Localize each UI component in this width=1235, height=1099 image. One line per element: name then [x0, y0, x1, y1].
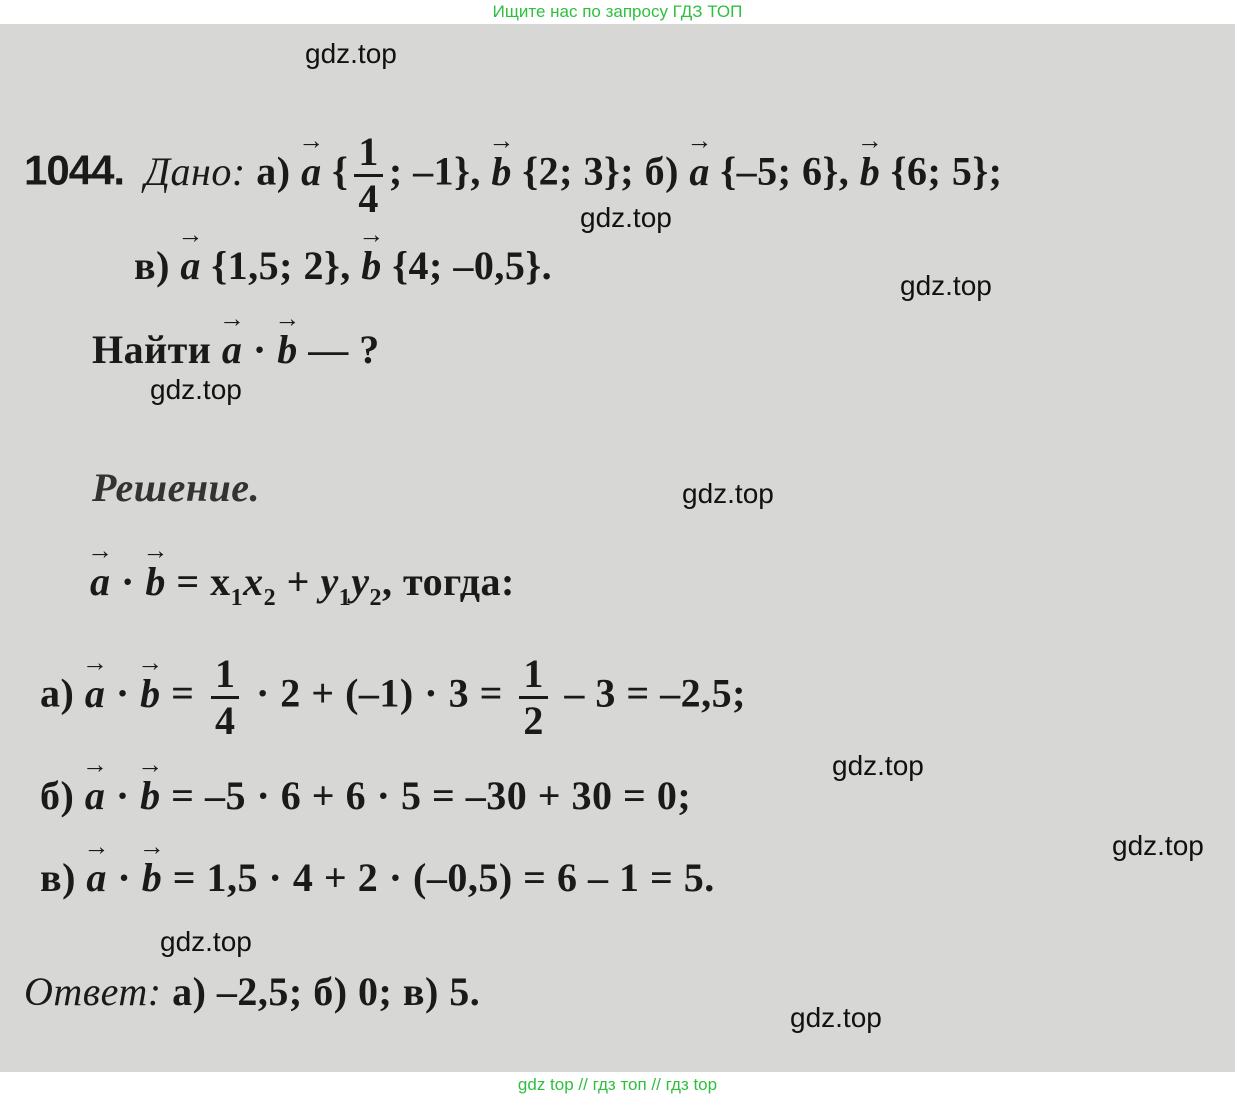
dot-operator: ·	[117, 855, 132, 900]
watermark: gdz.top	[1112, 830, 1204, 861]
find-line	[92, 326, 380, 373]
solution-a-mid: · 2 + (–1) · 3 =	[255, 670, 503, 716]
vector-b: → b	[860, 148, 881, 195]
vector-a: → a	[85, 772, 106, 819]
watermark: gdz.top	[900, 270, 992, 301]
case-b-label: б)	[644, 148, 679, 194]
case-b-vec-a: {–5; 6},	[720, 148, 850, 194]
fraction-one-quarter	[211, 652, 240, 743]
fraction-numerator: 1	[211, 652, 240, 699]
watermark: gdz.top	[790, 1002, 882, 1033]
case-c-vec-b: {4; –0,5}.	[392, 243, 553, 288]
formula-rhs: = x	[176, 559, 231, 604]
subscript: 1	[338, 585, 352, 611]
case-c-vec-a: {1,5; 2},	[211, 243, 351, 288]
var-x: x	[243, 559, 264, 604]
subscript: 1	[230, 585, 244, 611]
dot-operator: ·	[252, 327, 267, 372]
var-y: y	[320, 559, 339, 604]
solution-b-tail: = –5 · 6 + 6 · 5 = –30 + 30 = 0;	[171, 773, 692, 818]
dot-operator: ·	[115, 670, 130, 716]
watermark: gdz.top	[160, 926, 252, 957]
bottom-banner: gdz top // гдз топ // гдз top	[0, 1072, 1235, 1099]
dot-operator: ·	[115, 773, 130, 818]
fraction-one-quarter	[354, 130, 383, 221]
solution-a-label: а)	[40, 670, 75, 716]
vector-b: → b	[361, 242, 382, 289]
equals-sign: =	[171, 670, 195, 716]
solution-c-tail: = 1,5 · 4 + 2 · (–0,5) = 6 – 1 = 5.	[172, 855, 715, 900]
case-a-vec-b: {2; 3};	[522, 148, 635, 194]
vector-b: → b	[140, 670, 161, 717]
solution-b-label: б)	[40, 773, 75, 818]
vector-b: → b	[142, 854, 163, 901]
case-a-vec-a-open: {	[332, 148, 349, 194]
watermark: gdz.top	[682, 478, 774, 509]
case-a-label: а)	[256, 148, 291, 194]
vector-a: → a	[90, 558, 111, 605]
case-a-vec-a-rest: ; –1},	[388, 148, 481, 194]
fraction-numerator: 1	[519, 652, 548, 699]
solution-c-line	[40, 854, 715, 901]
fraction-denominator: 2	[523, 698, 544, 743]
solution-heading: Решение.	[92, 465, 261, 510]
find-tail: — ?	[308, 327, 380, 372]
watermark: gdz.top	[150, 374, 242, 405]
vector-a: → a	[86, 854, 107, 901]
vector-a: → a	[689, 148, 710, 195]
textbook-page	[0, 24, 1235, 1072]
answer-line	[24, 968, 480, 1015]
fraction-one-half	[519, 652, 548, 743]
case-b-vec-b: {6; 5};	[890, 148, 1003, 194]
answer-label: Ответ:	[24, 969, 162, 1014]
vector-b: → b	[491, 148, 512, 195]
solution-b-line	[40, 772, 691, 819]
top-banner: Ищите нас по запросу ГДЗ ТОП	[0, 0, 1235, 24]
solution-a-line	[40, 652, 746, 743]
subscript: 2	[369, 585, 382, 611]
vector-a: → a	[180, 242, 201, 289]
vector-b: → b	[140, 772, 161, 819]
fraction-numerator: 1	[354, 130, 383, 177]
subscript: 2	[263, 585, 277, 611]
fraction-denominator: 4	[358, 176, 379, 221]
problem-line-2	[134, 242, 552, 289]
vector-a: → a	[85, 670, 106, 717]
var-y: y	[351, 559, 370, 604]
answer-text: а) –2,5; б) 0; в) 5.	[172, 969, 481, 1014]
given-label: Дано:	[144, 148, 246, 194]
vector-a: → a	[222, 326, 243, 373]
dot-operator: ·	[121, 559, 135, 604]
find-label: Найти	[92, 327, 212, 372]
fraction-denominator: 4	[214, 698, 236, 743]
problem-number: 1044.	[24, 146, 125, 194]
watermark: gdz.top	[305, 38, 397, 69]
watermark: gdz.top	[832, 750, 924, 781]
problem-line-1	[24, 130, 1002, 221]
watermark: gdz.top	[580, 202, 672, 233]
vector-b: → b	[145, 558, 166, 605]
formula-then: , тогда:	[381, 559, 515, 604]
solution-c-label: в)	[40, 855, 76, 900]
case-c-label: в)	[134, 243, 170, 288]
vector-b: → b	[277, 326, 298, 373]
vector-a: → a	[301, 148, 322, 195]
plus-operator: +	[286, 559, 310, 604]
formula-line	[90, 558, 515, 612]
solution-a-tail: – 3 = –2,5;	[564, 670, 746, 716]
